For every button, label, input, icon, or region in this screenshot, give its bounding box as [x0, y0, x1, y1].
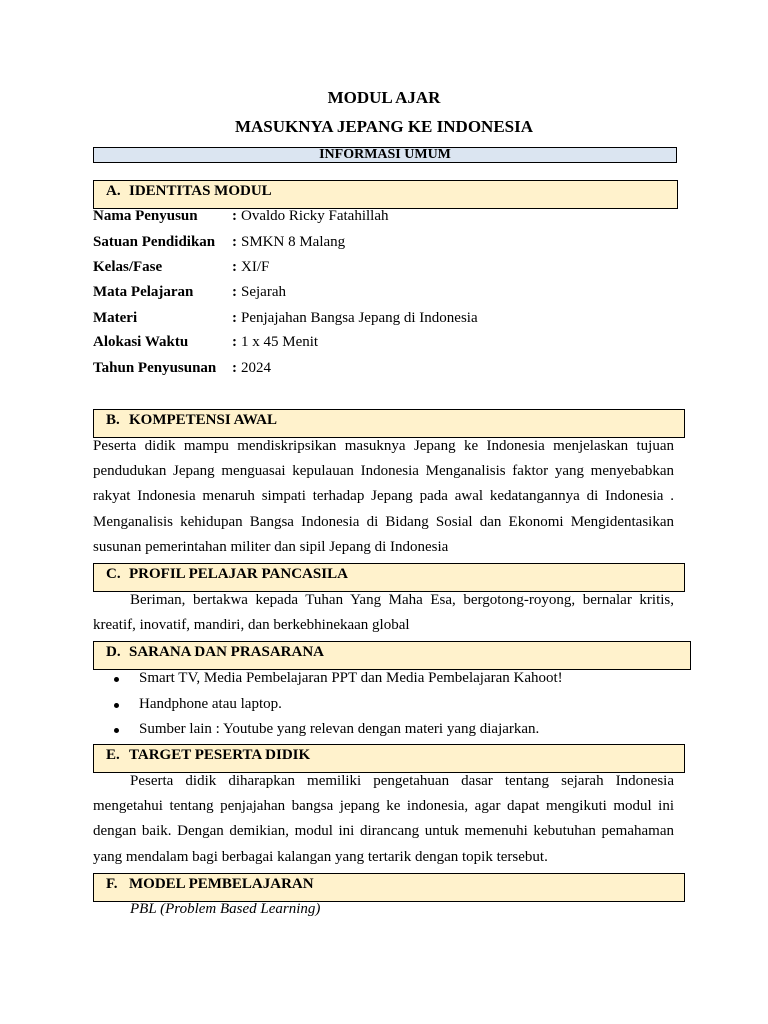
identity-value: : 2024 — [232, 360, 271, 376]
section-label: PROFIL PELAJAR PANCASILA — [129, 566, 348, 582]
list-item-text: Handphone atau laptop. — [139, 695, 282, 712]
model-text: PBL (Problem Based Learning) — [130, 901, 321, 917]
identity-value: : 1 x 45 Menit — [232, 334, 319, 350]
list-item — [93, 692, 563, 718]
identity-label: Materi — [93, 310, 138, 326]
identity-label: Satuan Pendidikan — [93, 234, 216, 250]
section-number: F. — [106, 876, 118, 892]
sarana-list — [93, 666, 563, 743]
section-header-model — [93, 873, 685, 902]
list-item-text: Sumber lain : Youtube yang relevan dengan materi yang diajarkan. — [139, 721, 540, 737]
identity-value: : XI/F — [232, 259, 270, 275]
bullet-icon — [114, 677, 119, 682]
section-number: C. — [106, 566, 121, 582]
section-number: D. — [106, 644, 121, 660]
document-subtitle: MASUKNYA JEPANG KE INDONESIA — [234, 117, 533, 136]
section-number: B. — [106, 412, 120, 428]
section-label: TARGET PESERTA DIDIK — [129, 747, 311, 763]
list-item — [93, 666, 563, 692]
identity-value: : SMKN 8 Malang — [232, 234, 346, 250]
identity-value: : Sejarah — [232, 284, 286, 300]
identity-label: Alokasi Waktu — [93, 334, 189, 350]
section-number: A. — [106, 183, 121, 199]
section-label: IDENTITAS MODUL — [129, 183, 272, 199]
section-label: SARANA DAN PRASARANA — [129, 644, 325, 660]
kompetensi-paragraph: Peserta didik mampu mendiskripsikan masuknya Jepang ke Indonesia menjelaskan tujuan pendudukan Jepang menguasai kepulauan Indonesia Menganalisis faktor yang menyebabkan rakyat Indonesia menaruh simpati terhadap Jepang pada awal kedatangannya di Indonesia . Menganalisis kehidupan Bangsa Indonesia di Bidang Sosial dan Ekonomi Mengidentasikan susunan pemerintahan militer dan sipil Jepang di Indonesia — [93, 438, 674, 555]
identity-label: Kelas/Fase — [93, 259, 163, 275]
section-label: KOMPETENSI AWAL — [129, 412, 277, 428]
bullet-icon — [114, 703, 119, 708]
bullet-icon — [114, 728, 119, 733]
identity-value: : Penjajahan Bangsa Jepang di Indonesia — [232, 310, 478, 326]
info-banner: INFORMASI UMUM — [93, 147, 677, 163]
document-title: MODUL AJAR — [327, 88, 441, 107]
identity-label: Tahun Penyusunan — [93, 360, 217, 376]
section-label: MODEL PEMBELAJARAN — [129, 876, 314, 892]
target-paragraph: Peserta didik diharapkan memiliki pengetahuan dasar tentang sejarah Indonesia mengetahui tentang penjajahan bangsa jepang ke indonesia, agar dapat mengikuti modul ini dengan baik. Dengan demikian, modul ini dirancang untuk memenuhi kebutuhan pemahaman yang mendalam bagi berbagai kalangan yang tertarik dengan topik tersebut. — [93, 773, 674, 865]
identity-label: Nama Penyusun — [93, 208, 198, 224]
section-number: E. — [106, 747, 120, 763]
identity-label: Mata Pelajaran — [93, 284, 194, 300]
identity-value: : Ovaldo Ricky Fatahillah — [232, 208, 389, 224]
profil-paragraph: Beriman, bertakwa kepada Tuhan Yang Maha Esa, bergotong-royong, bernalar kritis, kreatif, inovatif, mandiri, dan berkebhinekaan global — [93, 592, 674, 634]
list-item-text: Smart TV, Media Pembelajaran PPT dan Media Pembelajaran Kahoot! — [139, 670, 563, 686]
list-item — [93, 717, 563, 743]
section-header-identitas — [93, 180, 678, 209]
